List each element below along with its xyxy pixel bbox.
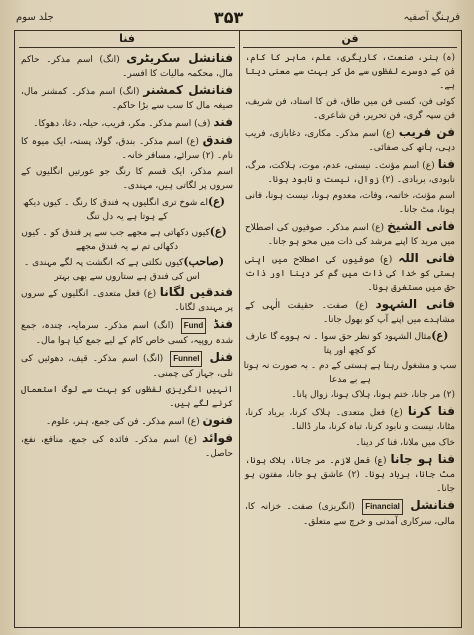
entry-headword: فن فریب: [398, 125, 455, 139]
entry-headword: فانی الشیخ: [387, 219, 455, 233]
entry-headword: فندق: [202, 133, 233, 147]
verse-line: [19, 225, 235, 254]
left-entries: [19, 51, 235, 461]
entry-definition: (ع) فعل لازم۔ مر جانا، ہلاک ہونا، مٹ جانا، برباد ہونا۔ (۲) عاشق ہو جانا، مفتون ہو جانا۔: [245, 456, 455, 494]
entry-headword: فنا: [437, 157, 455, 171]
entry-definition: (ع) اسم مذکر۔ فن کی جمع، ہنر، علوم۔: [45, 417, 200, 427]
dictionary-entry: [21, 165, 233, 193]
verse-text: کیوں نکلتی ہے کہ انگشت پہ لگے مہندی ۔ اس کی فندق ہے ستاروں سے بھی بہتر: [23, 258, 200, 282]
verse-source: (صاحب): [183, 255, 225, 268]
dictionary-entry: [245, 51, 455, 93]
entry-definition: (انگریزی) صفت۔ خزانہ کا، مالی، سرکاری آمدنی و خرچ سے متعلق۔: [245, 502, 455, 527]
dictionary-entry: [21, 51, 233, 81]
entry-headword: فنل: [209, 350, 233, 364]
page-header: [16, 6, 460, 28]
entry-definition: (ع) اسم مذکر۔ مکاری، دغابازی، فریب دہی، ہاتھ کی صفائی۔: [245, 129, 455, 153]
entry-headword: فنا ہو جانا: [390, 452, 455, 466]
entry-definition: (ع) اسم مؤنث۔ نیستی، عدم، موت، ہلاکت، مرگ، نابودی، بربادی۔ (۲) زوال، نیست و نابود ہونا۔: [245, 161, 455, 185]
dictionary-entry: [245, 436, 455, 450]
entry-definition: (ع) اسم مذکر۔ صوفیوں کی اصطلاح میں مرید کا اپنے مرشد کی ذات میں محو ہو جانا۔: [245, 223, 455, 247]
entry-definition: (ع) اسم مذکر۔ فائدہ کی جمع، منافع، نفع، حاصل۔: [21, 435, 233, 459]
left-column-heading: فنا: [19, 31, 235, 48]
dictionary-entry: [21, 83, 233, 113]
entry-definition: اسم مؤنث، خاتمہ، وفات، معدوم ہونا، نیست ہونا، فانی ہونا، مٹ جانا۔: [245, 191, 455, 215]
dictionary-entry: [245, 189, 455, 217]
entry-definition: (ع) اسم مذکر۔ بندق، گولا، پستہ، ایک میوہ کا نام۔ (۲) سرائے، مسافر خانہ۔: [21, 137, 233, 161]
entry-headword: فانی الشہود: [375, 297, 455, 311]
dictionary-entry: [245, 498, 455, 529]
dictionary-entry: [21, 431, 233, 461]
verse-source: (ع): [209, 225, 227, 238]
entry-headword: فندقیں لگانا: [159, 285, 233, 299]
dictionary-entry: [245, 404, 455, 434]
entry-definition: اسم مذکر، ایک قسم کا رنگ جو عورتیں انگلیوں کے سروں پر لگاتی ہیں، مہندی۔: [21, 167, 233, 191]
dictionary-entry: [21, 413, 233, 429]
entry-definition: خاک میں ملانا، فنا کر دینا۔: [355, 438, 455, 448]
verse-line: [19, 255, 235, 284]
dictionary-entry: [245, 297, 455, 327]
column-divider: [239, 31, 240, 627]
dictionary-entry: [245, 388, 455, 402]
dictionary-entry: [245, 251, 455, 295]
dictionary-entry: [245, 157, 455, 187]
verse-line: [19, 195, 235, 224]
entry-headword: فند: [213, 115, 233, 129]
dictionary-entry: [21, 115, 233, 131]
entry-definition: (ہ) ہنر، صنعت، کاریگری، علم، ماہر کا کام، فن کے دوسرے لفظوں سے مل کر بہت سے معنی دیتا ہے۔: [245, 53, 455, 91]
right-column: [243, 31, 457, 627]
page-number: ۳۵۳: [213, 7, 244, 27]
entry-definition: (ع) فعل متعدی۔ ہلاک کرنا، برباد کرنا، مٹانا، نیست و نابود کرنا، تباہ کرنا، مار ڈالنا۔: [245, 408, 455, 432]
english-gloss: Fund: [181, 318, 207, 334]
verse-source: (ع): [431, 329, 449, 342]
entry-headword: فنانشل سکریٹری: [126, 51, 233, 65]
entry-definition: (انگ) اسم مذکر۔ سرمایہ، چندہ، جمع شدہ روپیہ، کسی خاص کام کے لیے جمع کیا ہوا مال۔: [21, 321, 233, 346]
entry-headword: فنانشل کمشنر: [143, 83, 233, 97]
dictionary-entry: [245, 125, 455, 155]
entry-headword: فانی اللہ: [398, 251, 455, 265]
verse-text: مثال الشہود کو نظر حق سوا ۔ نہ ہووے گا عارف کو کچھ اور پتا: [245, 332, 432, 356]
volume-label: جلد سوم: [16, 11, 54, 23]
english-gloss: Financial: [362, 499, 403, 515]
left-column: [19, 31, 235, 627]
verse-text: کیوں دکھاتی ہے مجھے جب سے پر فندق کو ۔ کیوں دکھائی تم نے یہ فندق مجھے: [21, 228, 210, 252]
entry-headword: فنانشل: [410, 498, 455, 512]
dictionary-entry: [21, 133, 233, 163]
entry-headword: فنون: [202, 413, 233, 427]
verse-line: [243, 359, 457, 387]
text-frame: [14, 30, 462, 628]
verse-source: (ع): [207, 195, 225, 208]
entry-headword: فنڈ: [213, 317, 233, 331]
verse-text: سپ و مشغول رہتا ہے ہستی کے دم ۔ بہ صورت نہ ہوتا ہے بے مدعا: [243, 361, 457, 385]
entry-definition: (ع) فعل متعدی۔ انگلیوں کے سروں پر مہندی لگانا۔: [21, 289, 233, 313]
dictionary-entry: [21, 285, 233, 315]
book-title: فرہنگِ آصفیہ: [403, 11, 460, 23]
entry-definition: (ع) صوفیوں کی اصطلاح میں اپنی ہستی کو خدا کی ذات میں گم کر دینا اور ذات حق میں مستغرق ہونا۔: [245, 255, 455, 293]
entry-headword: فوائد: [202, 431, 233, 445]
entry-definition: (۲) مر جانا، ختم ہونا، ہلاک ہونا، زوال پانا۔: [291, 390, 455, 400]
right-column-heading: فن: [243, 31, 457, 48]
dictionary-entry: [245, 452, 455, 496]
entry-definition: انہیں انگریزی لفظوں کو بہت سے لوگ استعمال کرنے لگے ہیں۔: [21, 385, 233, 409]
entry-definition: (انگ) اسم مذکر۔ قیف، دھوئیں کی نلی، جہاز کی چمنی۔: [21, 354, 233, 379]
entry-definition: (انگ) اسم مذکر۔ کمشنر مال، صیغہ مال کا سب سے بڑا حاکم۔: [21, 87, 233, 111]
dictionary-entry: [245, 95, 455, 123]
entry-headword: فنا کرنا: [407, 404, 455, 418]
dictionary-entry: [245, 219, 455, 249]
entry-definition: کوئی فن، کسی فن میں طاق، فن کا استاد، فن شریف، فن سپہ گری، فن تحریر، فن شاعری۔: [245, 97, 455, 121]
verse-line: [243, 329, 457, 358]
entry-definition: (انگ) اسم مذکر۔ حاکم مال، محکمہ مالیات کا افسر۔: [21, 55, 233, 79]
entry-definition: (ف) اسم مذکر۔ مکر، فریب، حیلہ، دغا، دھوکا۔: [33, 119, 211, 129]
entry-definition: (ع) صفت۔ حقیقت الٰہی کے مشاہدے میں اپنے آپ کو بھول جانا۔: [245, 301, 455, 325]
english-gloss: Funnel: [170, 351, 202, 367]
dictionary-entry: [21, 350, 233, 381]
verse-text: اے شوخ تری انگلیوں پہ فندق کا رنگ ۔ کیوں دیکھ کے ہوتا ہے یہ دل تنگ: [23, 198, 208, 222]
dictionary-entry: [21, 317, 233, 348]
right-entries: [243, 51, 457, 529]
dictionary-entry: [21, 383, 233, 411]
